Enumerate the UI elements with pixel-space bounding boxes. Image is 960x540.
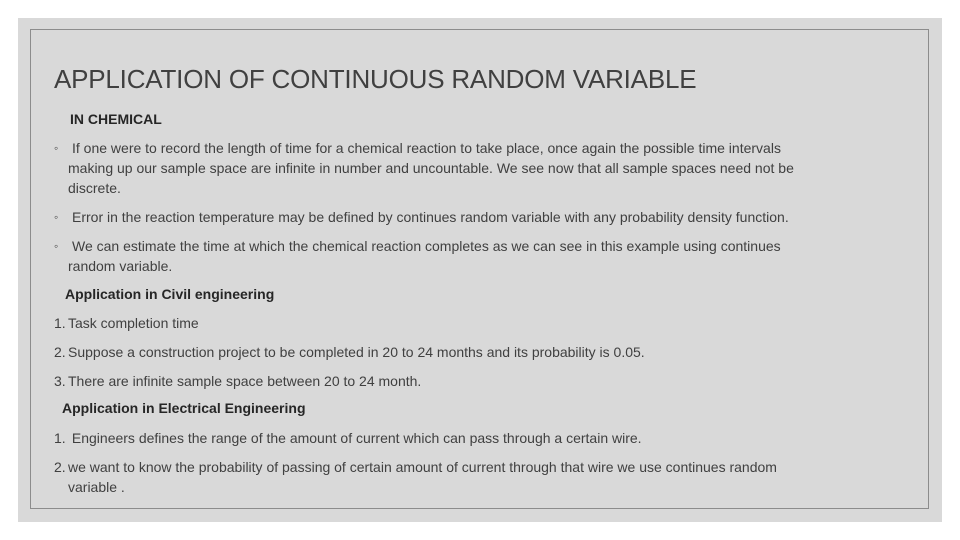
bullet-icon: ◦: [54, 141, 59, 155]
bullet-item: [54, 207, 854, 227]
list-item: [54, 428, 854, 448]
bullet-text: discrete.: [68, 180, 121, 196]
list-text: variable .: [68, 479, 125, 495]
heading-chemical: IN CHEMICAL: [70, 111, 162, 127]
bullet-icon: ◦: [54, 210, 59, 224]
bullet-item: [54, 236, 854, 276]
slide-title: APPLICATION OF CONTINUOUS RANDOM VARIABLE: [54, 64, 697, 94]
bullet-text: random variable.: [68, 258, 173, 274]
list-number: 2.: [54, 344, 66, 360]
heading-civil: Application in Civil engineering: [65, 286, 275, 302]
list-item: [54, 371, 854, 391]
list-text: Engineers defines the range of the amount of current which can pass through a certain wire.: [68, 430, 642, 446]
list-text: we want to know the probability of passing of certain amount of current through that wire we use continues random: [68, 459, 777, 475]
list-item: [54, 457, 854, 497]
bullet-text: Error in the reaction temperature may be defined by continues random variable with any probability density function.: [72, 209, 789, 225]
list-item: [54, 313, 854, 333]
list-number: 1.: [54, 315, 66, 331]
bullet-item: [54, 138, 854, 198]
list-number: 3.: [54, 373, 66, 389]
list-text: Suppose a construction project to be completed in 20 to 24 months and its probability is 0.05.: [68, 344, 645, 360]
bullet-icon: ◦: [54, 239, 59, 253]
list-number: 1.: [54, 430, 66, 446]
heading-electrical: Application in Electrical Engineering: [62, 400, 306, 416]
list-number: 2.: [54, 459, 66, 475]
list-item: [54, 342, 854, 362]
bullet-text: We can estimate the time at which the chemical reaction completes as we can see in this example using continues: [72, 238, 781, 254]
list-text: There are infinite sample space between 20 to 24 month.: [68, 373, 422, 389]
bullet-text: If one were to record the length of time for a chemical reaction to take place, once again the possible time intervals: [72, 140, 781, 156]
list-text: Task completion time: [68, 315, 199, 331]
bullet-text: making up our sample space are infinite in number and uncountable. We see now that all sample spaces need not be: [68, 160, 794, 176]
